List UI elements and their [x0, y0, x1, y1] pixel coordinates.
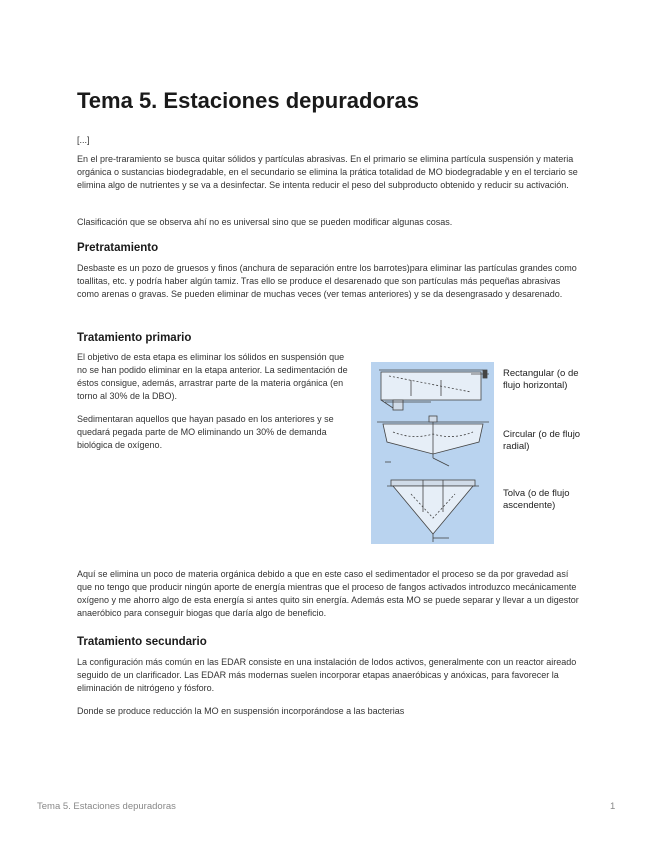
primario-paragraph-2: Sedimentaran aquellos que hayan pasado en los anteriores y se quedará pegada parte de MO eliminando un 30% de demanda biológica de oxígeno.: [77, 414, 334, 450]
hopper-tank-drawing: [387, 480, 479, 542]
circular-tank-drawing: [377, 416, 489, 466]
label-circular: Circular (o de flujo radial): [503, 429, 581, 452]
secundario-paragraph-1: La configuración más común en las EDAR consiste en una instalación de lodos activos, generalmente con un reactor aireado seguido de un clarificador. Las EDAR más modernas suelen incorporar etapas anaeróbicas y anóxicas, para favorecer la eliminación de nitrógeno y fósforo.: [77, 657, 577, 693]
footer-page-number: 1: [610, 801, 616, 812]
sedimentation-diagram: [371, 362, 494, 544]
ellipsis-text: [...]: [77, 135, 90, 145]
pretratamiento-paragraph: Desbaste es un pozo de gruesos y finos (anchura de separación entre los barrotes)para eliminar las partículas grandes como toallitas, etc. y podría haber algún tamiz. Tras ello se produce el desarenado que son partículas más pequeñas abrasivas como arenas o gravas. Se pueden eliminar de muchas veces (ver temas anteriores) y se da desengrasado y desarenado.: [77, 263, 577, 299]
footer-title: Tema 5. Estaciones depuradoras: [37, 801, 176, 812]
rectangular-tank-drawing: [379, 370, 489, 410]
secundario-paragraph-2: Donde se produce reducción la MO en suspensión incorporándose a las bacterias: [77, 706, 405, 716]
heading-secundario: Tratamiento secundario: [77, 636, 207, 648]
label-rectangular: Rectangular (o de flujo horizontal): [503, 368, 579, 391]
label-tolva: Tolva (o de flujo ascendente): [503, 488, 570, 511]
intro-paragraph: En el pre-traramiento se busca quitar sólidos y partículas abrasivas. En el primario se elimina partícula suspensión y materia orgánica o sustancias biodegradable, en el secundario se elimina la prática totalidad de MO biodegradable y en el terciario se elimina algo de nutrientes y se va a desinfectar. Se intenta reducir el peso del subproducto obtenido y reducir su activación.: [77, 154, 578, 190]
page-title: Tema 5. Estaciones depuradoras: [77, 88, 419, 113]
primario-paragraph-1: El objetivo de esta etapa es eliminar los sólidos en suspensión que no se han podido eliminar en la etapa anterior. La sedimentación de éstos consigue, además, arrastrar parte de la materia orgánica (en torno al 30% de la DBO).: [77, 352, 348, 401]
heading-primario: Tratamiento primario: [77, 332, 192, 344]
heading-pretratamiento: Pretratamiento: [77, 242, 159, 254]
classification-paragraph: Clasificación que se observa ahí no es universal sino que se pueden modificar algunas cosas.: [77, 217, 453, 227]
sedimentation-tanks-figure: [371, 362, 494, 544]
primario-paragraph-3: Aquí se elimina un poco de materia orgánica debido a que en este caso el sedimentador el proceso se da por gravedad así que no tengo que producir ningún aporte de energía mientras que el proceso de fangos activados introduzco mecánicamente oxígeno y me ahorro algo de esta energía si antes quito sin energía. Además esta MO se puede separar y llevar a un digestor anaeróbico para conseguir biogas que daría algo de beneficio.: [77, 569, 579, 618]
